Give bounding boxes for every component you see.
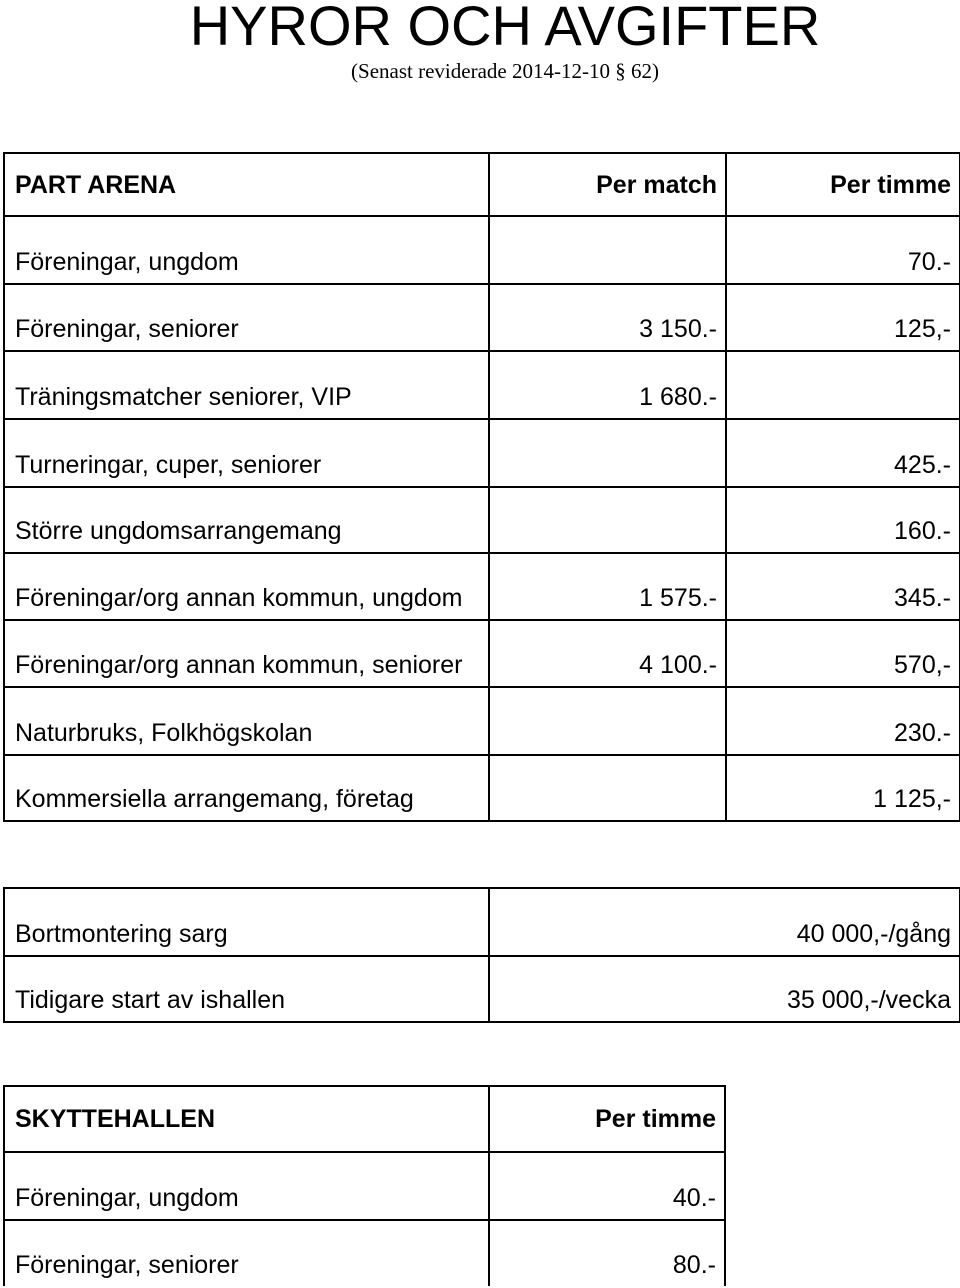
extras-table (3, 887, 960, 1023)
row-label: Naturbruks, Folkhögskolan (4, 687, 489, 755)
table-row (4, 888, 960, 956)
price-value: 35 000,-/vecka (489, 956, 960, 1022)
row-label: Föreningar, ungdom (4, 216, 489, 284)
column-header-per-timme: Per timme (726, 153, 960, 216)
per-timme-value: 160.- (726, 487, 960, 553)
per-timme-value: 80.- (489, 1220, 725, 1286)
table-row (4, 956, 960, 1022)
row-label: Kommersiella arrangemang, företag (4, 755, 489, 821)
part-arena-table (3, 152, 960, 822)
per-timme-value (726, 351, 960, 419)
table-row (4, 284, 960, 351)
per-timme-value: 230.- (726, 687, 960, 755)
per-timme-value: 1 125,- (726, 755, 960, 821)
column-header-per-timme: Per timme (489, 1086, 725, 1152)
table-row (4, 351, 960, 419)
row-label: Föreningar, seniorer (4, 284, 489, 351)
column-header-per-match: Per match (489, 153, 726, 216)
row-label: Turneringar, cuper, seniorer (4, 419, 489, 487)
page-title: HYROR OCH AVGIFTER (189, 0, 821, 57)
section-heading: SKYTTEHALLEN (4, 1086, 489, 1152)
per-match-value (489, 487, 726, 553)
table-row (4, 1220, 725, 1286)
row-label: Tidigare start av ishallen (4, 956, 489, 1022)
table-row (4, 419, 960, 487)
table-row (4, 1152, 725, 1220)
per-timme-value: 70.- (726, 216, 960, 284)
table-row (4, 553, 960, 620)
table-row (4, 487, 960, 553)
per-match-value: 1 575.- (489, 553, 726, 620)
table-row (4, 216, 960, 284)
row-label: Föreningar, ungdom (4, 1152, 489, 1220)
per-match-value: 4 100.- (489, 620, 726, 687)
per-timme-value: 425.- (726, 419, 960, 487)
per-match-value (489, 687, 726, 755)
row-label: Bortmontering sarg (4, 888, 489, 956)
table-header-row (4, 1086, 725, 1152)
table-header-row (4, 153, 960, 216)
skyttehallen-table (3, 1085, 726, 1286)
row-label: Föreningar, seniorer (4, 1220, 489, 1286)
per-match-value: 1 680.- (489, 351, 726, 419)
per-timme-value: 345.- (726, 553, 960, 620)
per-match-value: 3 150.- (489, 284, 726, 351)
table-row (4, 620, 960, 687)
per-match-value (489, 216, 726, 284)
per-match-value (489, 755, 726, 821)
per-match-value (489, 419, 726, 487)
row-label: Större ungdomsarrangemang (4, 487, 489, 553)
table-row (4, 755, 960, 821)
section-heading: PART ARENA (4, 153, 489, 216)
row-label: Föreningar/org annan kommun, ungdom (4, 553, 489, 620)
row-label: Föreningar/org annan kommun, seniorer (4, 620, 489, 687)
per-timme-value: 40.- (489, 1152, 725, 1220)
revision-note: (Senast reviderade 2014-12-10 § 62) (351, 59, 659, 83)
row-label: Träningsmatcher seniorer, VIP (4, 351, 489, 419)
price-value: 40 000,-/gång (489, 888, 960, 956)
table-row (4, 687, 960, 755)
per-timme-value: 570,- (726, 620, 960, 687)
per-timme-value: 125,- (726, 284, 960, 351)
